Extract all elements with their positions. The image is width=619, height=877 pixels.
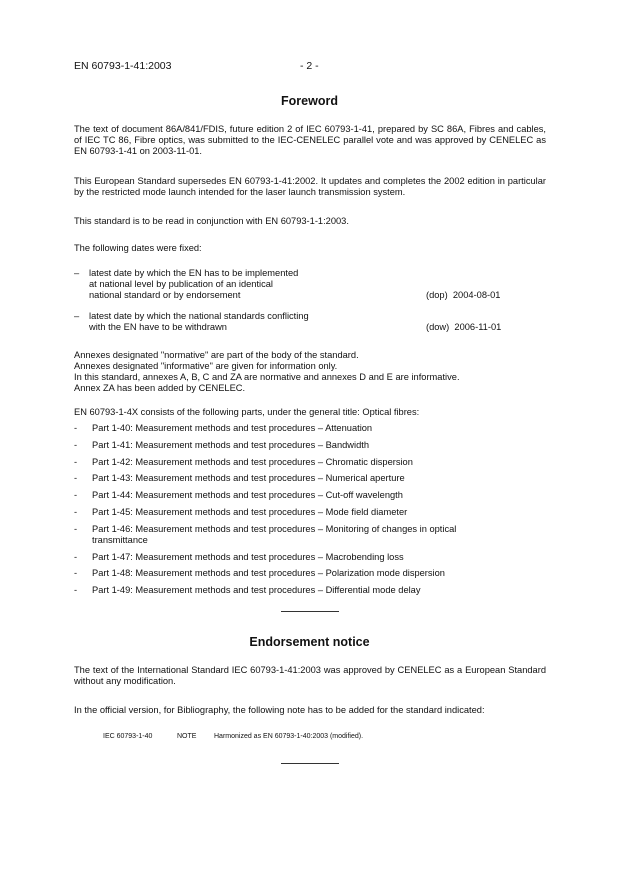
document-id: EN 60793-1-41:2003 xyxy=(74,60,172,72)
section-divider xyxy=(281,763,339,764)
dash-marker: - xyxy=(74,506,78,517)
dash-marker: - xyxy=(74,490,78,501)
section-divider xyxy=(281,611,339,612)
dash-marker: - xyxy=(74,456,78,467)
dash-marker: - xyxy=(74,473,78,484)
date-item-line: latest date by which the EN has to be implemented xyxy=(89,268,299,278)
list-item-text: Part 1-48: Measurement methods and test procedures – Polarization mode dispersion xyxy=(92,568,445,579)
foreword-paragraph-4: The following dates were fixed: xyxy=(74,243,202,253)
list-item xyxy=(74,490,546,501)
list-item xyxy=(74,473,546,484)
list-item-text: Part 1-42: Measurement methods and test procedures – Chromatic dispersion xyxy=(92,456,413,467)
foreword-paragraph-2: This European Standard supersedes EN 60793-1-41:2002. It updates and completes the 2002 edition in particular by the restricted mode launch intended for the laser launch transmission system. xyxy=(74,176,546,197)
list-item xyxy=(74,524,546,546)
date-item-line: with the EN have to be withdrawn xyxy=(89,322,227,332)
dash-marker: - xyxy=(74,423,78,433)
foreword-paragraph-1: The text of document 86A/841/FDIS, future edition 2 of IEC 60793-1-41, prepared by SC 86A, Fibres and cables, of IEC TC 86, Fibre optics, was submitted to the IEC-CENELEC parallel vote and was approved by CENELEC as EN 60793-1-41 on 2003-11-01. xyxy=(74,124,546,156)
list-item-text: Part 1-46: Measurement methods and test procedures – Monitoring of changes in optical transmittance xyxy=(92,523,457,545)
annex-line: Annexes designated "informative" are given for information only. xyxy=(74,361,338,371)
list-item xyxy=(74,440,546,451)
endorsement-paragraph-1: The text of the International Standard IEC 60793-1-41:2003 was approved by CENELEC as a European Standard without any modification. xyxy=(74,665,546,686)
endorsement-paragraph-2: In the official version, for Bibliography, the following note has to be added for the standard indicated: xyxy=(74,705,485,715)
page-number: - 2 - xyxy=(300,60,319,72)
list-item xyxy=(74,585,546,596)
list-item xyxy=(74,552,546,563)
parts-intro: EN 60793-1-4X consists of the following parts, under the general title: Optical fibres: xyxy=(74,407,420,417)
dash-marker: – xyxy=(74,268,80,278)
list-item xyxy=(74,507,546,518)
foreword-heading: Foreword xyxy=(281,94,338,108)
list-item-text: Part 1-44: Measurement methods and test procedures – Cut-off wavelength xyxy=(92,490,403,501)
note-reference: IEC 60793-1-40 xyxy=(103,733,153,740)
dash-marker: - xyxy=(74,585,78,596)
list-item xyxy=(74,568,546,579)
list-item-text: Part 1-40: Measurement methods and test procedures – Attenuation xyxy=(92,423,373,433)
date-value: 2004-08-01 xyxy=(452,290,501,300)
list-item xyxy=(74,457,546,468)
foreword-paragraph-3: This standard is to be read in conjunction with EN 60793-1-1:2003. xyxy=(74,216,349,226)
annex-line: Annexes designated "normative" are part of the body of the standard. xyxy=(74,350,359,360)
date-code-value xyxy=(426,290,500,301)
list-item-text: Part 1-47: Measurement methods and test procedures – Macrobending loss xyxy=(92,551,404,562)
note-text: Harmonized as EN 60793-1-40:2003 (modified). xyxy=(214,733,364,740)
annex-line: Annex ZA has been added by CENELEC. xyxy=(74,383,246,393)
dash-marker: - xyxy=(74,439,78,450)
annex-paragraph xyxy=(74,350,546,394)
list-item-text: Part 1-49: Measurement methods and test procedures – Differential mode delay xyxy=(92,585,421,596)
endorsement-heading: Endorsement notice xyxy=(249,635,370,649)
dash-marker: - xyxy=(74,568,78,579)
dash-marker: - xyxy=(74,523,78,534)
date-code: (dow) xyxy=(426,322,450,332)
annex-line: In this standard, annexes A, B, C and ZA are normative and annexes D and E are informative. xyxy=(74,372,460,382)
parts-list xyxy=(74,423,546,596)
dash-marker: - xyxy=(74,551,78,562)
date-code-value xyxy=(426,322,501,333)
date-item-line: latest date by which the national standards conflicting xyxy=(89,311,309,321)
note-label: NOTE xyxy=(177,733,197,740)
list-item-text: Part 1-45: Measurement methods and test procedures – Mode field diameter xyxy=(92,506,408,517)
dash-marker: – xyxy=(74,311,80,321)
list-item-text: Part 1-43: Measurement methods and test procedures – Numerical aperture xyxy=(92,473,405,484)
list-item-text: Part 1-41: Measurement methods and test procedures – Bandwidth xyxy=(92,439,369,450)
date-code: (dop) xyxy=(426,290,448,300)
date-item-line: national standard or by endorsement xyxy=(89,290,241,300)
date-value: 2006-11-01 xyxy=(454,322,502,332)
date-item-line: at national level by publication of an identical xyxy=(89,279,273,289)
list-item xyxy=(74,423,546,434)
